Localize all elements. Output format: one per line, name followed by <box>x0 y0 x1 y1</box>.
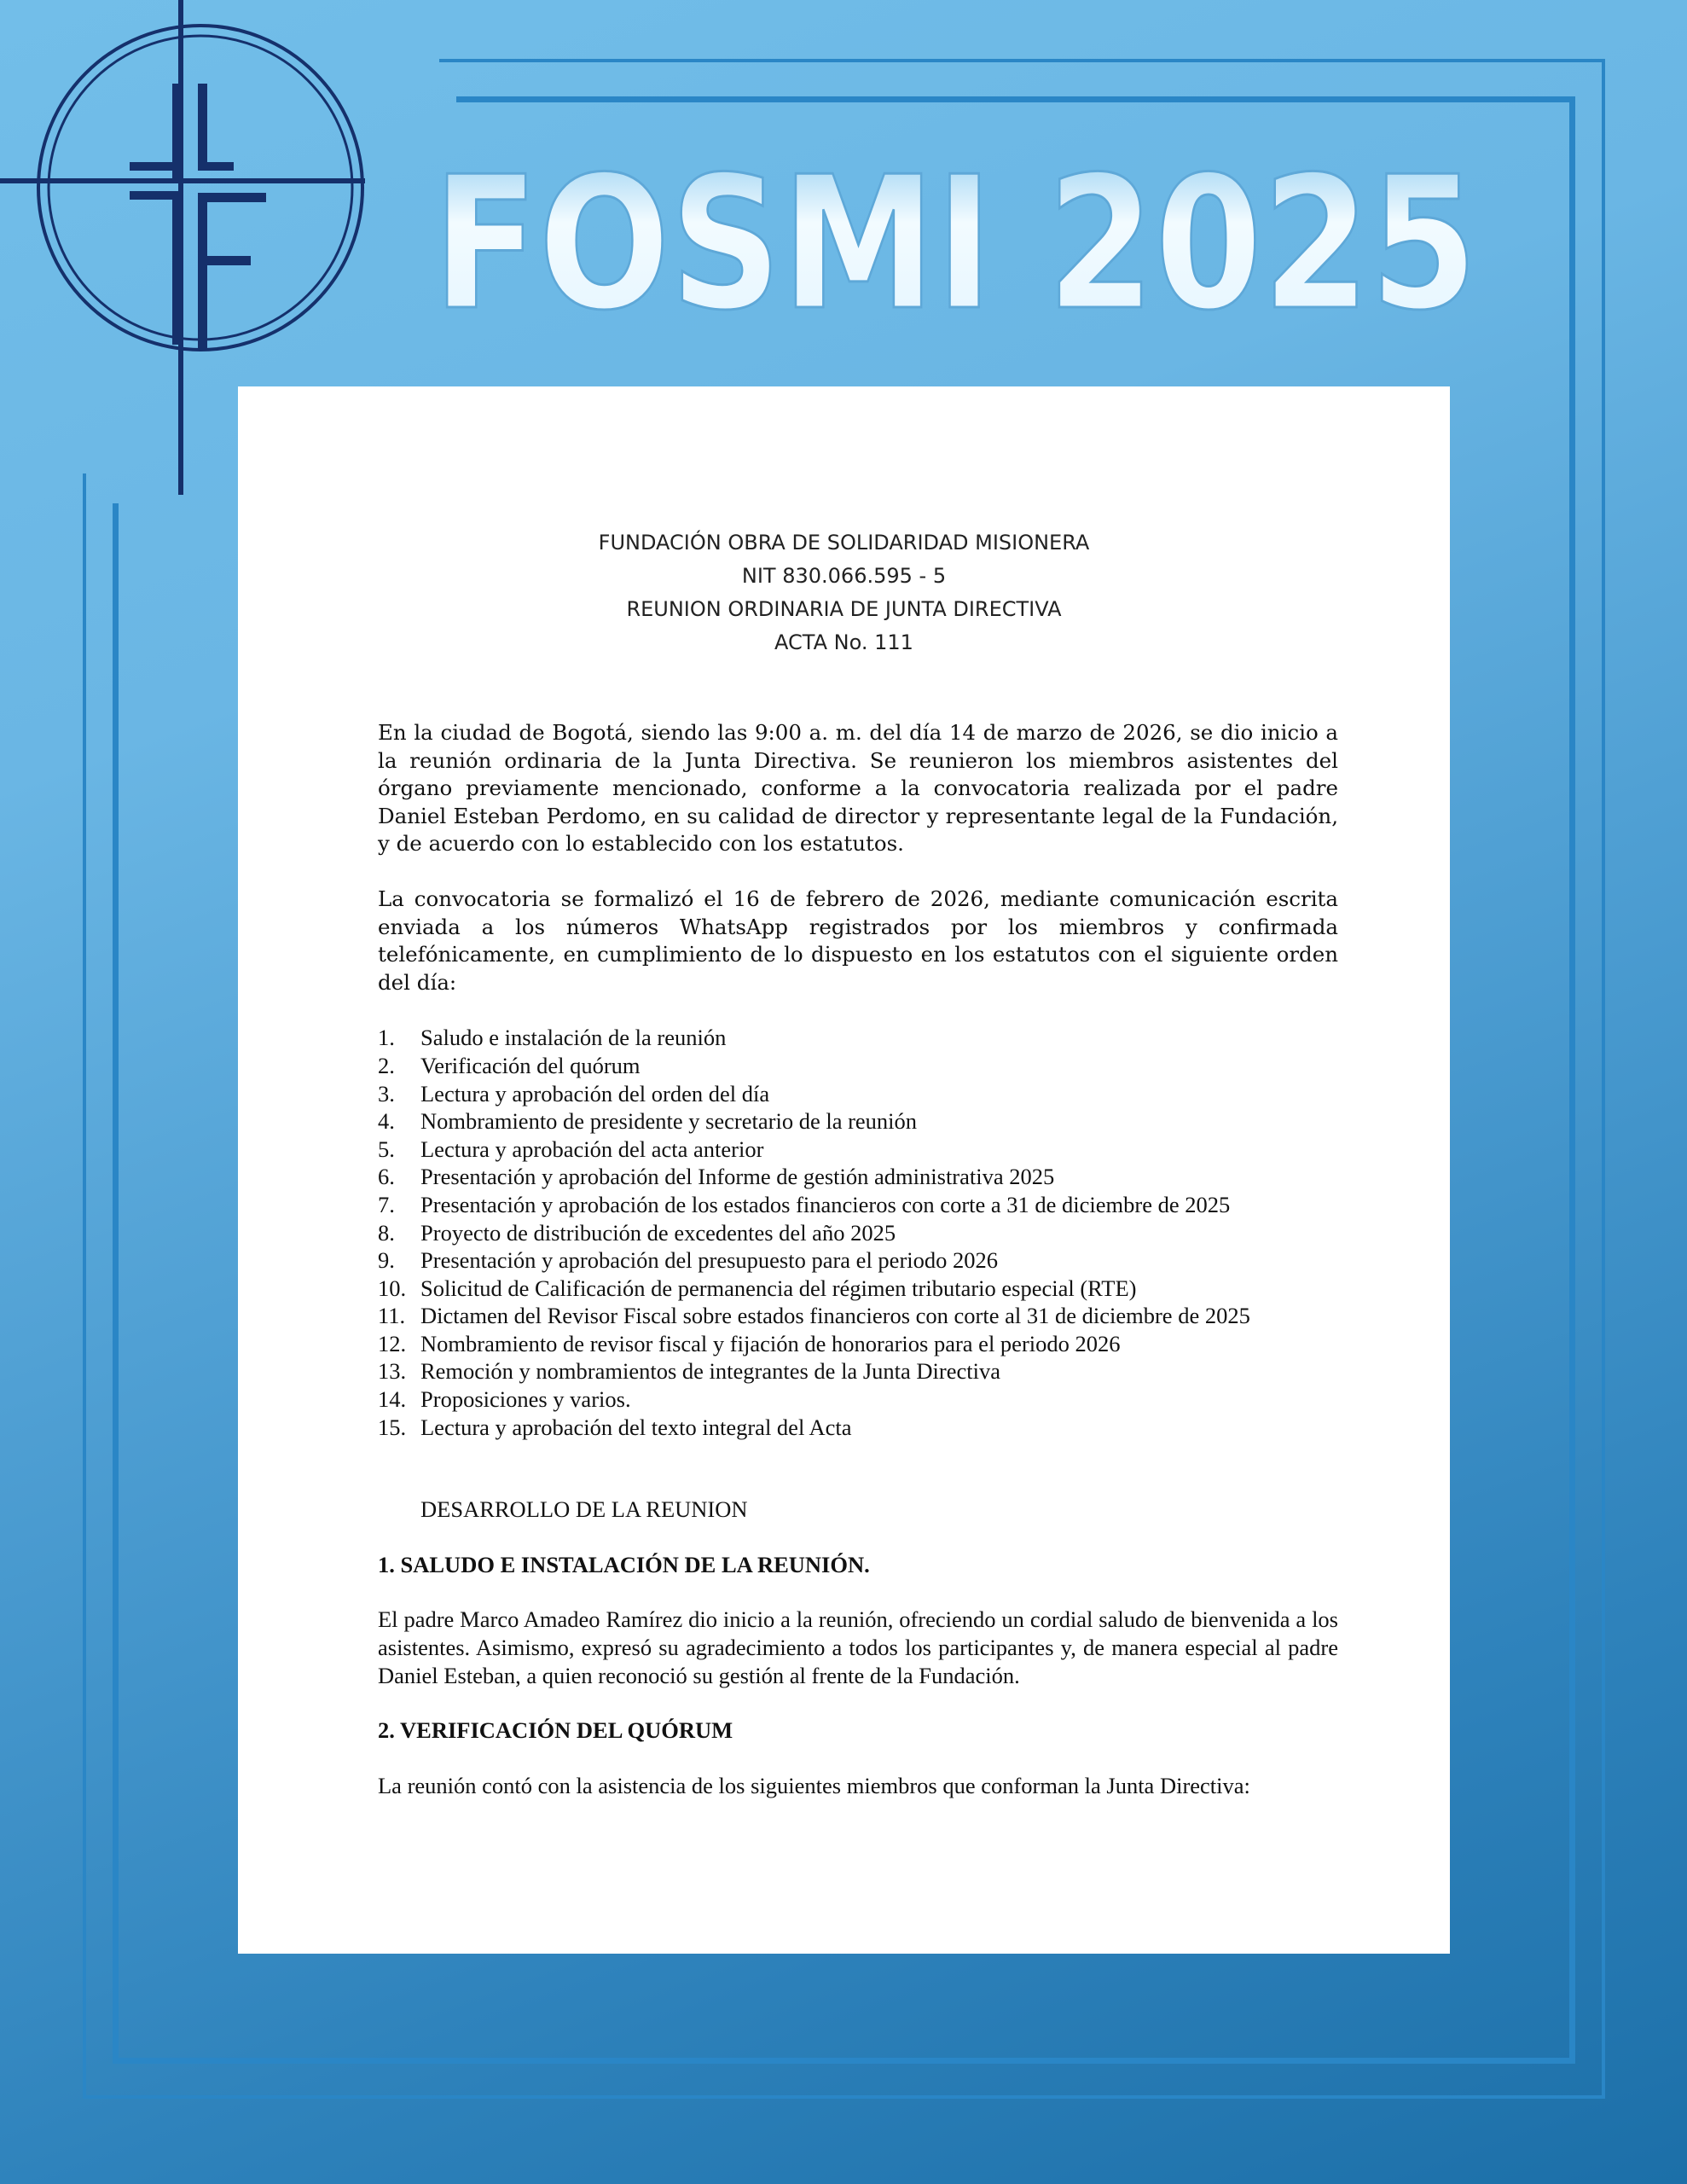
section-1-text: El padre Marco Amadeo Ramírez dio inicio a la reunión, ofreciendo un cordial saludo de bienvenida a los asistentes. Asimismo, expresó su agradecimiento a todos los participantes y, de manera especial al padre Daniel Esteban, a quien reconoció su gestión al frente de la Fundación. <box>378 1606 1338 1688</box>
section-2-title: 2. VERIFICACIÓN DEL QUÓRUM <box>378 1717 733 1744</box>
section-2-text: La reunión contó con la asistencia de los siguientes miembros que conforman la Junta Directiva: <box>378 1772 1250 1798</box>
agenda-item: 2. Verificación del quórum <box>378 1052 641 1078</box>
frame-line-inner-bottom <box>113 2058 1575 2064</box>
nit-number: NIT 830.066.595 - 5 <box>741 564 947 588</box>
agenda-item: 12. Nombramiento de revisor fiscal y fijación de honorarios para el periodo 2026 <box>378 1330 1121 1356</box>
intro-paragraph-2: La convocatoria se formalizó el 16 de febrero de 2026, mediante comunicación escrita enviada a los números WhatsApp registrados por los miembros y confirmada telefónicamente, en cumplimiento de lo dispuesto en los estatutos con el siguiente orden del día: <box>378 886 1338 995</box>
banner-title <box>418 136 1493 351</box>
frame-line-inner-left <box>113 503 119 2064</box>
agenda-item: 13. Remoción y nombramientos de integrantes de la Junta Directiva <box>378 1358 1000 1385</box>
agenda-item: 15. Lectura y aprobación del texto integral del Acta <box>378 1414 852 1440</box>
meeting-title: REUNION ORDINARIA DE JUNTA DIRECTIVA <box>626 597 1062 621</box>
agenda-item: 9. Presentación y aprobación del presupuesto para el periodo 2026 <box>378 1247 999 1274</box>
section-1-title: 1. SALUDO E INSTALACIÓN DE LA REUNIÓN. <box>378 1551 870 1577</box>
frame-line-outer-left <box>83 473 86 2099</box>
document-page <box>238 386 1450 1954</box>
frame-line-outer-right <box>1602 59 1605 2099</box>
agenda-item: 10. Solicitud de Calificación de permanencia del régimen tributario especial (RTE) <box>378 1275 1137 1301</box>
agenda-item: 6. Presentación y aprobación del Informe de gestión administrativa 2025 <box>378 1164 1055 1190</box>
agenda-item: 3. Lectura y aprobación del orden del día <box>378 1080 770 1107</box>
agenda-item: 5. Lectura y aprobación del acta anterior <box>378 1136 764 1162</box>
frame-line-outer-top <box>439 59 1605 62</box>
svg-text:FOSMI 2025: FOSMI 2025 <box>432 136 1478 351</box>
development-title: DESARROLLO DE LA REUNION <box>420 1496 748 1523</box>
agenda-item: 14. Proposiciones y varios. <box>378 1386 631 1413</box>
document-body <box>378 719 1338 1827</box>
frame-line-outer-bottom <box>83 2095 1605 2099</box>
frame-line-inner-right <box>1569 96 1575 2064</box>
intro-paragraph-1: En la ciudad de Bogotá, siendo las 9:00 a. m. del día 14 de marzo de 2026, se dio inicio a la reunión ordinaria de la Junta Directiva. Se reunieron los miembros asistentes del órgano previamente mencionado, conforme a la convocatoria realizada por el padre Daniel Esteban Perdomo, en su calidad de director y representante legal de la Fundación, y de acuerdo con lo establecido con los estatutos. <box>378 720 1338 857</box>
agenda-item: 8. Proyecto de distribución de excedentes del año 2025 <box>378 1219 896 1246</box>
agenda-item: 4. Nombramiento de presidente y secretario de la reunión <box>378 1108 918 1135</box>
org-name: FUNDACIÓN OBRA DE SOLIDARIDAD MISIONERA <box>598 531 1090 555</box>
agenda-list <box>378 1024 1338 1441</box>
agenda-item: 1. Saludo e instalación de la reunión <box>378 1025 727 1051</box>
frame-line-inner-top <box>456 96 1575 102</box>
acta-number: ACTA No. 111 <box>774 630 913 654</box>
document-header <box>238 526 1450 659</box>
agenda-item: 11. Dictamen del Revisor Fiscal sobre estados financieros con corte al 31 de diciembre de 2025 <box>378 1303 1250 1329</box>
agenda-item: 7. Presentación y aprobación de los estados financieros con corte a 31 de diciembre de 2025 <box>378 1191 1231 1217</box>
